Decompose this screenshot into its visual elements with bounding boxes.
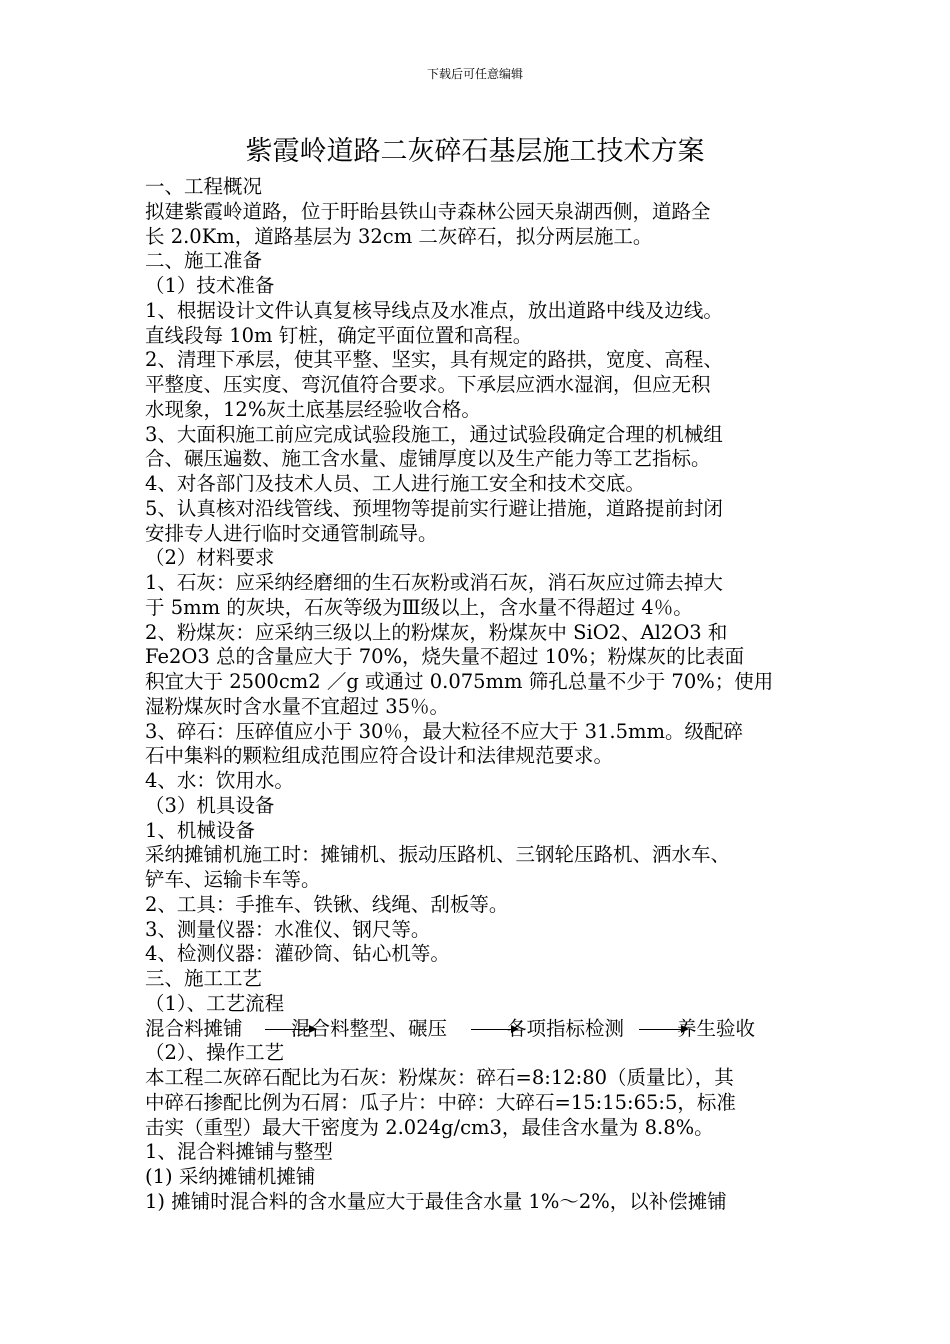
subsection-heading-materials: （2）材料要求 <box>145 546 275 570</box>
paragraph-line: 3、碎石：压碎值应小于 30％，最大粒径不应大于 31.5mm。级配碎 <box>145 719 744 743</box>
paragraph-line: 击实（重型）最大干密度为 2.024g/cm3，最佳含水量为 8.8%。 <box>145 1115 714 1139</box>
paragraph-line: 1、根据设计文件认真复核导线点及水准点，放出道路中线及边线。 <box>145 298 723 322</box>
paragraph-line: 4、对各部门及技术人员、工人进行施工安全和技术交底。 <box>145 472 645 495</box>
paragraph-line: 4、检测仪器：灌砂筒、钻心机等。 <box>145 942 450 966</box>
paragraph-line: 2、清理下承层，使其平整、坚实，具有规定的路拱，宽度、高程、 <box>145 348 723 372</box>
subsection-heading-equipment: （3）机具设备 <box>145 793 275 817</box>
paragraph-line: 中碎石掺配比例为石屑：瓜子片：中碎：大碎石=15:15:65:5，标准 <box>145 1090 736 1114</box>
paragraph-line: 积宜大于 2500cm2 ／g 或通过 0.075mm 筛孔总量不少于 70%；使用 <box>145 670 774 693</box>
paragraph-line: 3、大面积施工前应完成试验段施工，通过试验段确定合理的机械组 <box>145 422 723 446</box>
paragraph-line: 合、碾压遍数、施工含水量、虚铺厚度以及生产能力等工艺指标。 <box>145 447 711 471</box>
paragraph-line: 湿粉煤灰时含水量不宜超过 35％。 <box>145 694 450 718</box>
paragraph-line: 直线段每 10m 钉桩，确定平面位置和高程。 <box>145 323 533 347</box>
paragraph-line: 采纳摊铺机施工时：摊铺机、振动压路机、三钢轮压路机、洒水车、 <box>145 843 731 867</box>
paragraph-line: 铲车、运输卡车等。 <box>145 868 321 891</box>
paragraph-line: 1、混合料摊铺与整型 <box>145 1140 333 1164</box>
paragraph-line: 安排专人进行临时交通管制疏导。 <box>145 521 438 545</box>
paragraph-line: 平整度、压实度、弯沉值符合要求。下承层应洒水湿润，但应无积 <box>145 373 711 396</box>
section-heading-overview: 一、工程概况 <box>145 175 263 198</box>
flow-step-spreading: 混合料摊铺 <box>145 1016 243 1040</box>
flow-step-curing: 养生验收 <box>677 1016 756 1040</box>
paragraph-line: 1) 摊铺时混合料的含水量应大于最佳含水量 1%～2%，以补偿摊铺 <box>145 1189 727 1213</box>
header-note: 下载后可任意编辑 <box>426 67 523 81</box>
document-title: 紫霞岭道路二灰碎石基层施工技术方案 <box>245 136 705 167</box>
section-heading-process: 三、施工工艺 <box>145 967 263 990</box>
paragraph-line: 本工程二灰碎石配比为石灰：粉煤灰：碎石=8:12:80（质量比），其 <box>145 1066 734 1089</box>
paragraph-line: 1、机械设备 <box>145 818 255 842</box>
paragraph-line: 1、石灰：应采纳经磨细的生石灰粉或消石灰，消石灰应过筛去掉大 <box>145 571 723 594</box>
paragraph-line: 长 2.0Km，道路基层为 32cm 二灰碎石，拟分两层施工。 <box>145 224 653 248</box>
paragraph-line: 3、测量仪器：水准仪、钢尺等。 <box>145 917 431 941</box>
paragraph-line: 于 5mm 的灰块，石灰等级为Ⅲ级以上，含水量不得超过 4％。 <box>145 595 693 619</box>
paragraph-line: (1) 采纳摊铺机摊铺 <box>145 1165 316 1188</box>
subsection-heading-flow: （1）、工艺流程 <box>145 991 285 1015</box>
flow-step-shaping: 混合料整型、碾压 <box>291 1016 448 1040</box>
flow-step-testing: 各项指标检测 <box>507 1016 625 1040</box>
process-flow <box>145 1017 813 1042</box>
paragraph-line: 2、粉煤灰：应采纳三级以上的粉煤灰，粉煤灰中 SiO2、Al2O3 和 <box>145 620 728 644</box>
section-heading-preparation: 二、施工准备 <box>145 249 263 273</box>
subsection-heading-technical: （1）技术准备 <box>145 274 275 297</box>
document-body <box>145 175 813 1215</box>
paragraph-line: 拟建紫霞岭道路，位于盱眙县铁山寺森林公园天泉湖西侧，道路全 <box>145 199 711 223</box>
paragraph-line: 2、工具：手推车、铁锹、线绳、刮板等。 <box>145 892 509 916</box>
paragraph-line: 石中集料的颗粒组成范围应符合设计和法律规范要求。 <box>145 744 614 768</box>
paragraph-line: 4、水：饮用水。 <box>145 769 294 792</box>
paragraph-line: 5、认真核对沿线管线、预埋物等提前实行避让措施，道路提前封闭 <box>145 496 723 520</box>
subsection-heading-operation: （2）、操作工艺 <box>145 1041 285 1065</box>
paragraph-line: Fe2O3 总的含量应大于 70%，烧失量不超过 10%；粉煤灰的比表面 <box>145 645 745 669</box>
paragraph-line: 水现象，12%灰土底基层经验收合格。 <box>145 397 481 421</box>
